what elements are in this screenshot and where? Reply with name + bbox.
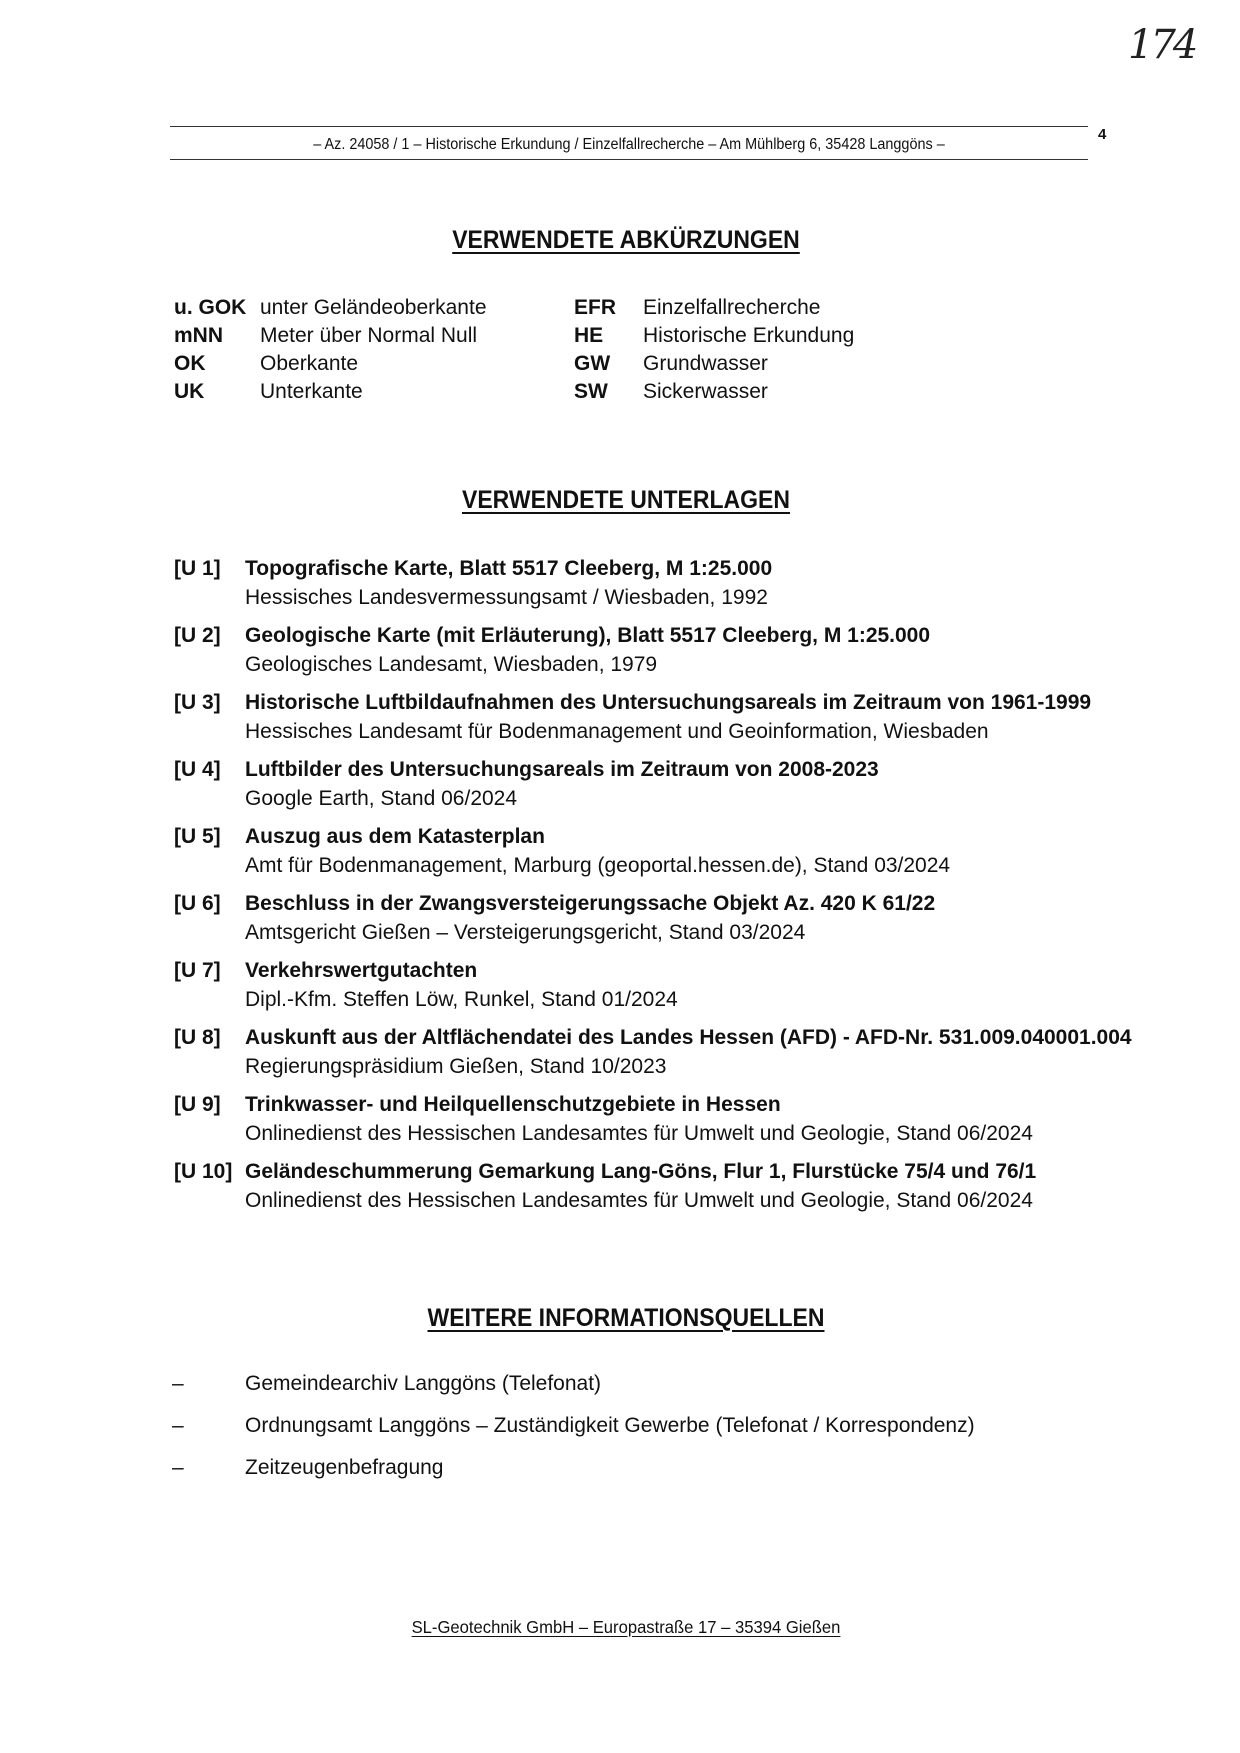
document-entry [174,892,1094,959]
document-source: Amt für Bodenmanagement, Marburg (geoportal.hessen.de), Stand 03/2024 [245,854,951,877]
document-source: Onlinedienst des Hessischen Landesamtes für Umwelt und Geologie, Stand 06/2024 [245,1122,1033,1145]
document-number: [U 9] [174,1093,221,1116]
document-entry [174,557,1094,624]
abbreviation-meaning: Historische Erkundung [643,324,855,347]
abbreviation: OK [174,352,206,375]
document-number: [U 3] [174,691,221,714]
document-source: Hessisches Landesamt für Bodenmanagement und Geoinformation, Wiesbaden [245,720,989,743]
header-rule-bottom [170,159,1088,160]
document-source: Geologisches Landesamt, Wiesbaden, 1979 [245,653,658,676]
document-title: Historische Luftbildaufnahmen des Untersuchungsareals im Zeitraum von 1961-1999 [245,691,1092,714]
document-title: Auszug aus dem Katasterplan [245,825,545,848]
abbreviation-meaning: Sickerwasser [643,380,768,403]
documents-heading: VERWENDETE UNTERLAGEN [461,486,790,514]
abbreviations-heading: VERWENDETE ABKÜRZUNGEN [452,226,800,254]
documents-list [174,557,1132,1227]
abbreviation-meaning: Oberkante [260,352,359,375]
page-number: 4 [1098,126,1107,143]
document-entry [174,624,1094,691]
document-entry [174,959,1094,1026]
document-entry [174,1093,1094,1160]
abbreviation: UK [174,380,205,403]
page-header [170,126,1088,160]
sources-heading: WEITERE INFORMATIONSQUELLEN [427,1304,825,1332]
list-dash: – [172,1372,184,1395]
document-entry [174,758,1094,825]
document-number: [U 10] [174,1160,233,1183]
document-title: Beschluss in der Zwangsversteigerungssache Objekt Az. 420 K 61/22 [245,892,936,915]
list-dash: – [172,1414,184,1437]
document-entry [174,1026,1132,1093]
page-footer: SL-Geotechnik GmbH – Europastraße 17 – 35394 Gießen [411,1617,841,1637]
document-source: Hessisches Landesvermessungsamt / Wiesbaden, 1992 [245,586,768,609]
document-entry [174,825,1094,892]
document-number: [U 5] [174,825,221,848]
document-title: Verkehrswertgutachten [245,959,478,982]
document-title: Auskunft aus der Altflächendatei des Landes Hessen (AFD) - AFD-Nr. 531.009.040001.004 [245,1026,1132,1049]
abbreviation: u. GOK [174,296,247,319]
abbreviation: EFR [574,296,616,319]
list-item-text: Ordnungsamt Langgöns – Zuständigkeit Gewerbe (Telefonat / Korrespondenz) [245,1414,975,1437]
document-title: Geologische Karte (mit Erläuterung), Blatt 5517 Cleeberg, M 1:25.000 [245,624,931,647]
document-number: [U 8] [174,1026,221,1049]
document-entry [174,691,1094,758]
abbreviation: HE [574,324,604,347]
list-item-text: Gemeindearchiv Langgöns (Telefonat) [245,1372,602,1395]
document-source: Dipl.-Kfm. Steffen Löw, Runkel, Stand 01/2024 [245,988,678,1011]
document-source: Onlinedienst des Hessischen Landesamtes für Umwelt und Geologie, Stand 06/2024 [245,1189,1033,1212]
document-title: Trinkwasser- und Heilquellenschutzgebiete in Hessen [245,1093,781,1116]
document-source: Regierungspräsidium Gießen, Stand 10/2023 [245,1055,667,1078]
list-dash: – [172,1456,184,1479]
document-number: [U 1] [174,557,221,580]
document-number: [U 4] [174,758,221,781]
document-number: [U 6] [174,892,221,915]
document-title: Geländeschummerung Gemarkung Lang-Göns, Flur 1, Flurstücke 75/4 und 76/1 [245,1160,1037,1183]
handwritten-page-number: 174 [1128,22,1196,68]
abbreviation-meaning: Einzelfallrecherche [643,296,821,319]
list-item-text: Zeitzeugenbefragung [245,1456,444,1479]
abbreviation: mNN [174,324,224,347]
abbreviation-meaning: Meter über Normal Null [260,324,478,347]
document-title: Topografische Karte, Blatt 5517 Cleeberg, M 1:25.000 [245,557,773,580]
document-number: [U 7] [174,959,221,982]
abbreviation-meaning: unter Geländeoberkante [260,296,487,319]
header-text: – Az. 24058 / 1 – Historische Erkundung / Einzelfallrecherche – Am Mühlberg 6, 35428 Langgöns – [313,136,945,153]
abbreviation-meaning: Unterkante [260,380,363,403]
document-title: Luftbilder des Untersuchungsareals im Zeitraum von 2008-2023 [245,758,879,781]
document-source: Amtsgericht Gießen – Versteigerungsgericht, Stand 03/2024 [245,921,806,944]
abbreviation: SW [574,380,608,403]
abbreviation-meaning: Grundwasser [643,352,768,375]
document-source: Google Earth, Stand 06/2024 [245,787,518,810]
document-number: [U 2] [174,624,221,647]
abbreviation: GW [574,352,611,375]
document-entry [174,1160,1094,1227]
